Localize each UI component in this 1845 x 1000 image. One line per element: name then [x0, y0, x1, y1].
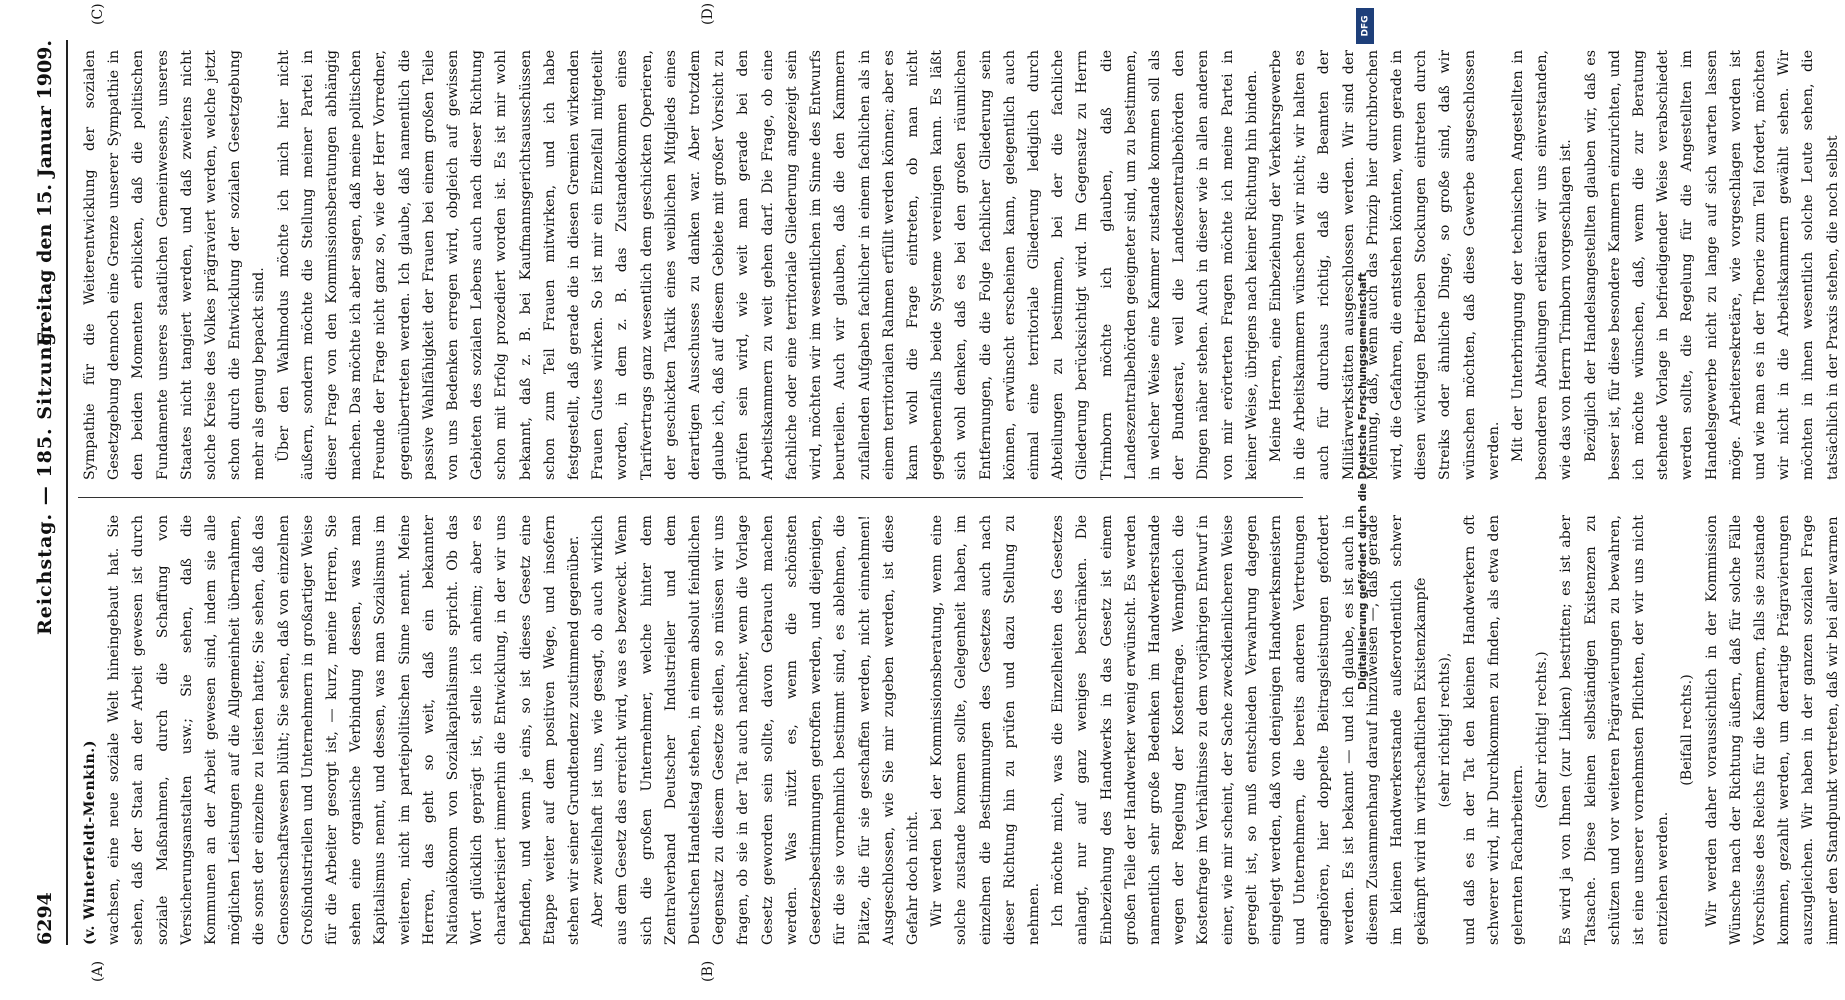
left-column [78, 515, 1841, 945]
paragraph: Meine Herren, eine Einbeziehung der Verkehrsgewerbe in die Arbeitskammern wünschen wir nicht; wir halten es auch für durchaus richtig, daß die Beamten der Militärwerkstätten ausgeschlossen werden. Wir sind der Meinung, daß, wenn auch das Prinzip hier durchbrochen wird, die Gefahren, die entstehen könnten, wenn gerade in diesen wichtigen Betrieben Stockungen eintreten durch Streiks oder ähnliche Dinge, so große sind, daß wir wünschen möchten, daß diese Gewerbe ausgeschlossen werden. [1267, 50, 1502, 480]
paragraph: Mit der Unterbringung der technischen Angestellten in besonderen Abteilungen erklären wir uns einverstanden, wie das von Herrn Trimborn vorgeschlagen ist. [1509, 50, 1575, 480]
header-rule [66, 40, 68, 945]
margin-marker-b: (B) [700, 960, 716, 982]
paragraph: Ich möchte mich, was die Einzelheiten des Gesetzes anlangt, nur auf ganz weniges beschränken. Die Einbeziehung des Handwerks in das Gesetz ist einem großen Teile der Handwerker wenig erwünscht. Es werden namentlich sehr große Bedenken im Handwerkerstande wegen der Regelung der Kostenfrage. Wenngleich die Kostenfrage im Verhältnisse zu dem vorjährigen Entwurf in einer, wie mir scheint, der Sache zweckdienlicheren Weise geregelt ist, so muß entschieden Verwahrung dagegen eingelegt werden, daß von denjenigen Handwerksmeistern und Unternehmern, die bereits anderen Vertretungen angehören, hier doppelte Beitragsleistungen gefordert werden. Es ist bekannt — und ich glaube, es ist auch in diesem Zusammenhang darauf hinzuweisen —, daß gerade im kleinen Handwerkerstande außerordentlich schwer gekämpft wird im wirtschaftlichen Existenzkampfe [1050, 515, 1430, 945]
paragraph: Aber zweifelhaft ist uns, wie gesagt, ob auch wirklich aus dem Gesetz das erreicht wird, was es bezweckt. Wenn sich die großen Unternehmer, welche hinter dem Zentralverband Deutscher Industrieller und dem Deutschen Handelstag stehen, in einem absolut feindlichen Gegensatz zu diesem Gesetze stellen, so müssen wir uns fragen, ob sie in der Tat auch nachher, wenn die Vorlage Gesetz geworden sein sollte, davon Gebrauch machen werden. Was nützt es, wenn die schönsten Gesetzesbestimmungen getroffen werden, und diejenigen, für die sie vornehmlich bestimmt sind, es ablehnen, die Plätze, die für sie geschaffen werden, nicht einnehmen! Ausgeschlossen, wie Sie mir zugeben werden, ist diese Gefahr doch nicht. [590, 515, 921, 945]
paragraph: Sympathie für die Weiterentwicklung der sozialen Gesetzgebung dennoch eine Grenze unserer Sympathie in den beiden Momenten erblicken, daß die politischen Fundamente unseres staatlichen Gemeinwesens, unseres Staates nicht tangiert werden, und daß zweitens nicht solche Kreise des Volkes prägraviert werden, welche jetzt schon durch die Entwicklung der sozialen Gesetzgebung mehr als genug bepackt sind. [82, 50, 268, 480]
paragraph: Über den Wahlmodus möchte ich mich hier nicht äußern, sondern möchte die Stellung meiner Partei in dieser Frage von den Kommissionsberatungen abhängig machen. Das möchte ich aber sagen, daß meine politischen Freunde der Frage nicht ganz so, wie der Herr Vorredner, gegenübertreten werden. Ich glaube, daß namentlich die passive Wahlfähigkeit der Frauen bei einem großen Teile von uns Bedenken erregen wird, obgleich auf gewissen Gebieten des sozialen Lebens auch nach dieser Richtung schon mit Erfolg prozediert worden ist. Es ist mir wohl bekannt, daß z. B. bei Kaufmannsgerichtsausschüssen schon zum Teil Frauen mitwirken, und ich habe festgestellt, daß gerade die in diesen Gremien wirkenden Frauen Gutes wirken. So ist mir ein Einzelfall mitgeteilt worden, in dem z. B. das Zustandekommen eines Tarifvertrags ganz wesentlich dem geschickten Operieren, der geschickten Taktik eines weiblichen Mitglieds eines derartigen Ausschusses zu danken war. Aber trotzdem glaube ich, daß auf diesem Gebiete mit großer Vorsicht zu prüfen sein wird, wie weit man gerade bei den Arbeitskammern zu weit gehen darf. Die Frage, ob eine fachliche oder eine territoriale Gliederung angezeigt sein wird, möchten wir im wesentlichen im Sinne des Entwurfs beurteilen. Auch wir glauben, daß die den Kammern zufallenden Aufgaben fachlicher in einem fachlichen als in einem territorialen Rahmen erfüllt werden können; aber es kann wohl die Frage eintreten, ob man nicht gegebenenfalls beide Systeme vereinigen kann. Es läßt sich wohl denken, daß es bei den großen räumlichen Entfernungen, die die Folge fachlicher Gliederung sein können, erwünscht erscheinen kann, gelegentlich auch einmal eine territoriale Gliederung lediglich durch Abteilungen zu bestimmen, bei der die fachliche Gliederung berücksichtigt wird. Im Gegensatz zu Herrn Trimborn möchte ich glauben, daß die Landeszentralbehörden geeigneter sind, um zu bestimmen, in welcher Weise eine Kammer zustande kommen soll als der Bundesrat, weil die Landeszentralbehörden den Dingen näher stehen. Auch in dieser wie in allen anderen von mir erörterten Fragen möchte ich meine Partei in keiner Weise, übrigens nach keiner Richtung hin binden. [275, 50, 1260, 480]
paragraph: Wir werden bei der Kommissionsberatung, wenn eine solche zustande kommen sollte, Gelegenheit haben, im einzelnen die Bestimmungen des Gesetzes auch nach dieser Richtung hin zu prüfen und dazu Stellung zu nehmen. [929, 515, 1042, 945]
credit-text: Digitalisierung gefördert durch die Deutsche Forschungsgemeinschaft [1357, 272, 1369, 690]
right-column [78, 50, 1841, 480]
interjection: (sehr richtig! rechts), [1437, 652, 1454, 808]
margin-marker-a: (A) [90, 960, 106, 982]
paragraph: Bezüglich der Handelsangestellten glauben wir, daß es besser ist, für diese besondere Kammern einzurichten, und ich möchte wünschen, daß, wenn die zur Beratung stehende Vorlage in befriedigender Weise verabschiedet werden sollte, die Regelung für die Angestellten im Handelsgewerbe nicht zu lange auf sich warten lassen möge. Arbeitersekretäre, wie vorgeschlagen worden ist und wie man es in der Theorie zum Teil fordert, möchten wir nicht in die Arbeitskammern gewählt sehen. Wir möchten in ihnen wesentlich solche Leute sehen, die tatsächlich in der Praxis stehen, die noch selbst [1582, 50, 1841, 480]
page-header [30, 40, 62, 945]
interjection: (Sehr richtig! rechts.) [1534, 651, 1551, 809]
paragraph: und daß es in der Tat den kleinen Handwerkern oft schwerer wird, ihr Durchkommen zu finden, als etwa den gelernten Facharbeitern. [1461, 515, 1526, 945]
speaker-name: (v. Winterfeldt-Menkin.) [82, 740, 98, 945]
interjection: (Beifall rechts.) [1679, 674, 1696, 786]
column-divider [78, 497, 1303, 498]
margin-marker-d: (D) [700, 2, 716, 25]
paragraph: Wir werden daher voraussichtlich in der Kommission Wünsche nach der Richtung äußern, daß für solche Fälle Vorschüsse des Reichs für die Kammern, falls sie zustande kommen, gezahlt werden, um derartige Prägravierungen auszugleichen. Wir haben in der ganzen sozialen Frage immer den Standpunkt vertreten, daß wir bei aller warmen [1703, 515, 1841, 945]
paragraph: wachsen, eine neue soziale Welt hineingebaut hat. Sie sehen, daß der Staat an der Arbeit gewesen ist durch soziale Maßnahmen, durch die Schaffung von Versicherungsanstalten usw.; Sie sehen, daß die Kommunen an der Arbeit gewesen sind, indem sie alle möglichen Leistungen auf die Allgemeinheit übernahmen, die sonst der einzelne zu leisten hatte; Sie sehen, daß das Genossenschaftswesen blüht; Sie sehen, daß von einzelnen Großindustriellen und Unternehmern in großartiger Weise für die Arbeiter gesorgt ist, — kurz, meine Herren, Sie sehen eine organische Verbindung dessen, was man Kapitalismus nennt, und dessen, was man Sozialismus im weiteren, nicht im parteipolitischen Sinne nennt. Meine Herren, das geht so weit, daß ein bekannter Nationalökonom von Sozialkapitalismus spricht. Ob das Wort glücklich geprägt ist, stelle ich anheim; aber es charakterisiert immerhin die Entwicklung, in der wir uns befinden, und wenn je eins, so ist dieses Gesetz eine Etappe weiter auf dem positiven Wege, und insofern stehen wir seiner Grundtendenz zustimmend gegenüber. [106, 515, 583, 945]
session-title: Reichstag. — 185. Sitzung. [34, 323, 56, 635]
margin-marker-c: (C) [90, 3, 106, 25]
session-date: Freitag den 15. Januar 1909. [34, 40, 56, 347]
page-number: 6294 [34, 892, 56, 945]
dfg-logo: DFG [1356, 8, 1374, 44]
paragraph: Es wird ja von Ihnen (zur Linken) bestritten; es ist aber Tatsache. Diese kleinen selbständigen Existenzen zu schützen und vor weiteren Prägravierungen zu bewahren, ist eine unserer vornehmsten Pflichten, der wir uns nicht entziehen werden. [1558, 515, 1672, 945]
digitization-credit [1353, 0, 1377, 1000]
